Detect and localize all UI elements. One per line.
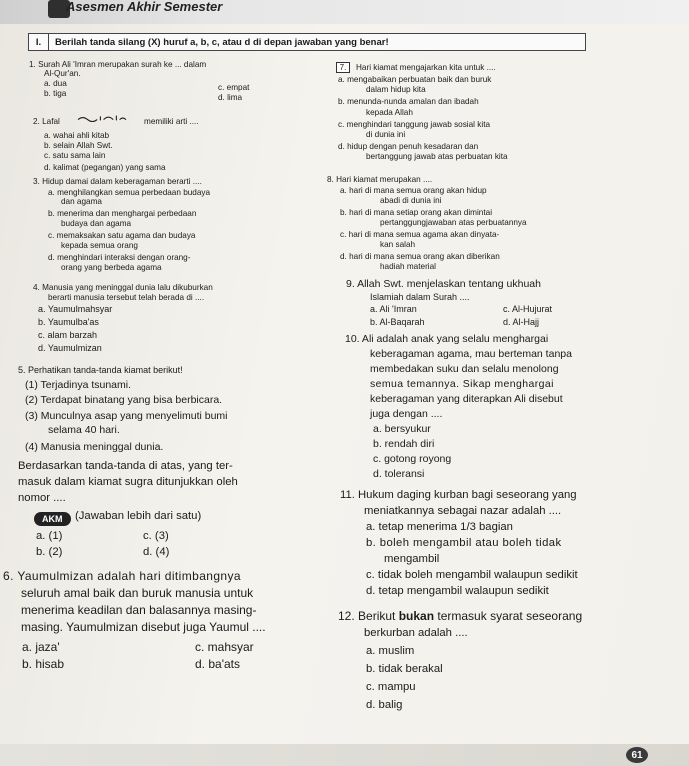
q1-option-c[interactable]: c. empat [218,83,250,92]
q4-option-b[interactable]: b. Yaumulba'as [38,317,99,327]
q4-stem-2: berarti manusia tersebut telah berada di .... [48,293,205,302]
q12-stem-bold: bukan [398,609,435,623]
q6-option-a[interactable]: a. jaza' [22,640,60,654]
q8-option-a-cont: abadi di dunia ini [380,196,442,205]
q12-stem-pre: 12. Berikut [338,609,399,623]
q8-option-b[interactable]: b. hari di mana setiap orang akan dimintai [340,208,493,217]
q5-option-c[interactable]: c. (3) [143,530,169,542]
q8-option-a[interactable]: a. hari di mana semua orang akan hidup [340,186,487,195]
arabic-phrase-image [70,114,134,122]
q1-option-b[interactable]: b. tiga [44,89,67,98]
q5-item-3: (3) Munculnya asap yang menyelimuti bumi [25,410,228,422]
q4-option-d[interactable]: d. Yaumulmizan [38,343,102,353]
q10-stem-5: keberagaman yang diterapkan Ali disebut [370,393,563,405]
q11-option-d[interactable]: d. tetap mengambil walaupun sedikit [366,585,549,597]
q12-stem-1 [338,610,582,622]
q4-stem: 4. Manusia yang meninggal dunia lalu dikuburkan [33,283,213,292]
q3-option-a[interactable]: a. menghilangkan semua perbedaan budaya [48,188,211,197]
q2-option-b[interactable]: b. selain Allah Swt. [44,141,113,150]
q8-option-d[interactable]: d. hari di mana semua orang akan diberikan [340,252,500,261]
q5-akm-note: (Jawaban lebih dari satu) [75,510,202,522]
footer-decoration [0,744,689,766]
q5-option-b[interactable]: b. (2) [36,546,63,558]
q10-option-b[interactable]: b. rendah diri [373,438,435,450]
q1-option-d[interactable]: d. lima [218,93,243,102]
q8-option-b-cont: pertanggungjawaban atas perbuatannya [380,218,527,227]
q6-option-c[interactable]: c. mahsyar [195,640,254,654]
q10-option-a[interactable]: a. bersyukur [373,423,431,435]
q2-stem: 2. Lafal [33,117,60,126]
q7-option-d[interactable]: d. hidup dengan penuh kesadaran dan [338,142,479,151]
akm-badge: AKM [34,512,71,526]
q11-option-b[interactable]: b. boleh mengambil atau boleh tidak [366,537,562,549]
section-number: I. [29,34,49,50]
q3-option-d[interactable]: d. menghindari interaksi dengan orang- [48,253,191,262]
page-title: Asesmen Akhir Semester [66,0,223,14]
q10-stem-6: juga dengan .... [370,408,443,420]
q1-stem: 1. Surah Ali 'Imran merupakan surah ke ... dalam [29,60,207,69]
q5-paragraph-1: Berdasarkan tanda-tanda di atas, yang ter- [18,460,233,472]
q12-option-c[interactable]: c. mampu [366,681,416,693]
q10-stem-4: semua temannya. Sikap menghargai [370,378,554,390]
q7-option-c-cont: di dunia ini [366,130,406,139]
q8-stem: 8. Hari kiamat merupakan .... [327,175,433,184]
q11-option-a[interactable]: a. tetap menerima 1/3 bagian [366,521,513,533]
q2-option-a[interactable]: a. wahai ahli kitab [44,131,110,140]
q9-option-a[interactable]: a. Ali 'Imran [370,304,417,314]
q12-option-b[interactable]: b. tidak berakal [366,663,443,675]
q5-item-4: (4) Manusia meninggal dunia. [25,441,164,453]
q3-option-c[interactable]: c. memaksakan satu agama dan budaya [48,231,196,240]
q3-option-b-cont: budaya dan agama [61,219,132,228]
q8-option-c-cont: kan salah [380,240,416,249]
q6-stem-3: menerima keadilan dan balasannya masing- [21,603,257,617]
q10-stem-2: keberagaman agama, mau berteman tanpa [370,348,572,360]
q2-option-c[interactable]: c. satu sama lain [44,151,106,160]
q3-option-a-cont: dan agama [61,197,102,206]
instruction-text: Berilah tanda silang (X) huruf a, b, c, atau d di depan jawaban yang benar! [55,36,389,48]
q5-item-2: (2) Terdapat binatang yang bisa berbicara. [25,394,223,406]
q7-number-box: 7. [336,62,350,73]
q1-option-a[interactable]: a. dua [44,79,67,88]
q2-stem-post: memiliki arti .... [144,117,199,126]
q5-option-a[interactable]: a. (1) [36,530,63,542]
q12-option-a[interactable]: a. muslim [366,645,415,657]
q3-option-d-cont: orang yang berbeda agama [61,263,162,272]
q10-option-c[interactable]: c. gotong royong [373,453,452,465]
q2-option-d[interactable]: d. kalimat (pegangan) yang sama [44,163,166,172]
q11-stem-2: meniatkannya sebagai nazar adalah .... [364,505,562,517]
q1-stem-2: Al-Qur'an. [44,69,81,78]
q10-option-d[interactable]: d. toleransi [373,468,425,480]
q5-paragraph-3: nomor .... [18,492,66,504]
q11-option-c[interactable]: c. tidak boleh mengambil walaupun sedikit [366,569,578,581]
q12-option-d[interactable]: d. balig [366,699,403,711]
q7-stem: Hari kiamat mengajarkan kita untuk .... [356,63,496,72]
q6-stem-2: seluruh amal baik dan buruk manusia untuk [21,586,254,600]
q6-stem-1: 6. Yaumulmizan adalah hari ditimbangnya [3,569,241,583]
q6-option-b[interactable]: b. hisab [22,657,65,671]
q9-option-c[interactable]: c. Al-Hujurat [503,304,553,314]
q9-stem-1: 9. Allah Swt. menjelaskan tentang ukhuah [346,278,541,290]
q10-stem-3: membedakan suku dan selalu menolong [370,363,559,375]
q7-option-c[interactable]: c. menghindari tanggung jawab sosial kita [338,120,491,129]
q5-paragraph-2: masuk dalam kiamat sugra ditunjukkan oleh [18,476,238,488]
q12-stem-post: termasuk syarat seseorang [434,609,583,623]
q4-option-a[interactable]: a. Yaumulmahsyar [38,304,113,314]
q7-option-a-cont: dalam hidup kita [366,85,426,94]
q8-option-d-cont: hadiah material [380,262,436,271]
q4-option-c[interactable]: c. alam barzah [38,330,98,340]
q9-stem-2: Islamiah dalam Surah .... [370,292,470,302]
q3-option-c-cont: kepada semua orang [61,241,138,250]
q8-option-c[interactable]: c. hari di mana semua agama akan dinyata- [340,230,500,239]
instruction-box [28,33,586,51]
q7-option-a[interactable]: a. mengabaikan perbuatan baik dan buruk [338,75,492,84]
q6-stem-4: masing. Yaumulmizan disebut juga Yaumul .... [21,620,266,634]
page-number: 61 [626,747,648,763]
q5-item-1: (1) Terjadinya tsunami. [25,379,132,391]
q9-option-b[interactable]: b. Al-Baqarah [370,317,425,327]
q3-option-b[interactable]: b. menerima dan menghargai perbedaan [48,209,197,218]
q11-stem-1: 11. Hukum daging kurban bagi seseorang yang [340,489,577,501]
q9-option-d[interactable]: d. Al-Hajj [503,317,540,327]
q3-stem: 3. Hidup damai dalam keberagaman berarti .... [33,177,202,186]
q12-stem-2: berkurban adalah .... [364,627,468,639]
q6-option-d[interactable]: d. ba'ats [195,657,240,671]
q5-option-d[interactable]: d. (4) [143,546,170,558]
q11-option-b-cont: mengambil [384,553,440,565]
q5-item-3-cont: selama 40 hari. [48,424,120,436]
q7-option-b[interactable]: b. menunda-nunda amalan dan ibadah [338,97,479,106]
q7-option-d-cont: bertanggung jawab atas perbuatan kita [366,152,508,161]
q5-stem: 5. Perhatikan tanda-tanda kiamat berikut! [18,365,183,375]
q10-stem-1: 10. Ali adalah anak yang selalu menghargai [345,333,549,345]
q7-option-b-cont: kepada Allah [366,108,413,117]
